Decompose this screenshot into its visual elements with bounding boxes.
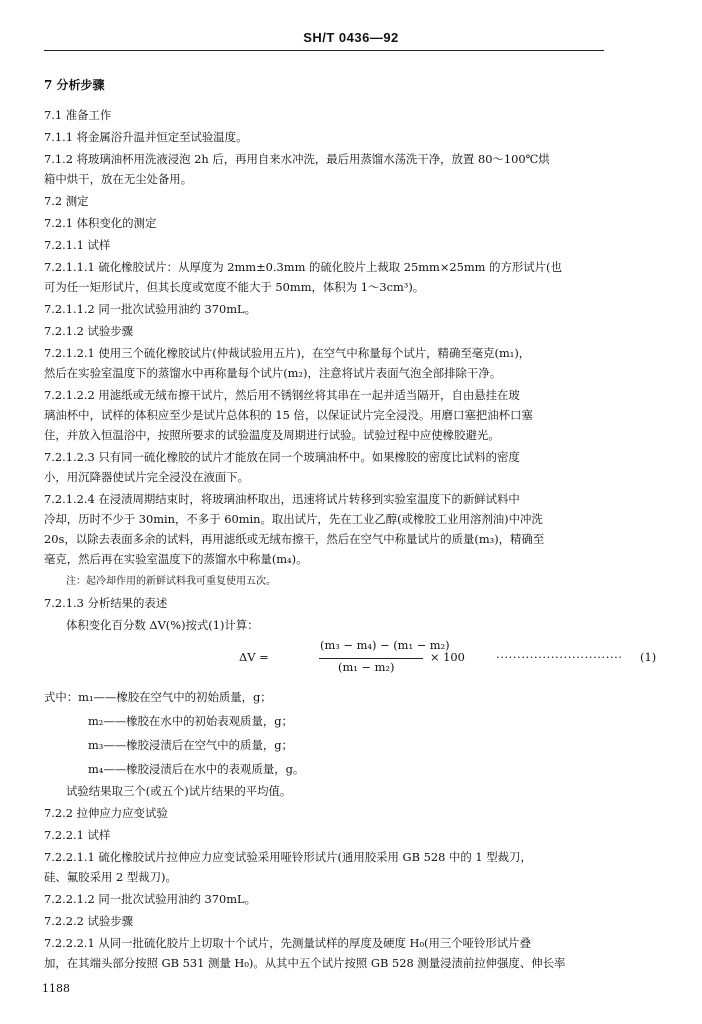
section-7-2-1-2-heading: 7.2.1.2 试验步骤 (44, 324, 134, 338)
header-rule (44, 50, 604, 51)
formula-intro: 体积变化百分数 ΔV(%)按式(1)计算： (66, 618, 259, 632)
page-number: 1188 (42, 982, 70, 995)
paragraph-7-2-1-2-1: 7.2.1.2.1 使用三个硫化橡胶试片(仲裁试验用五片)，在空气中称量每个试片，精确至毫克(m₁)， (44, 346, 531, 360)
paragraph-7-2-1-2-1-cont: 然后在实验室温度下的蒸馏水中再称量每个试片(m₂)，注意将试片表面气泡全部排除干净。 (44, 366, 502, 380)
section-7-1-heading: 7.1 准备工作 (44, 108, 112, 122)
section-7-2-2-1-heading: 7.2.2.1 试样 (44, 828, 111, 842)
paragraph-7-2-1-2-2-cont1: 璃油杯中，试样的体积应至少是试片总体积的 15 倍，以保证试片完全浸没。用磨口塞把油杯口塞 (44, 408, 533, 422)
paragraph-7-2-1-2-4-cont1: 冷却，历时不少于 30min，不多于 60min。取出试片，先在工业乙醇(或橡胶工业用溶剂油)中冲洗 (44, 512, 543, 526)
formula-leader-dots: ······························ (496, 650, 623, 664)
formula-numerator: (m₃ − m₄) − (m₁ − m₂) (320, 638, 450, 652)
paragraph-7-1-1: 7.1.1 将金属浴升温并恒定至试验温度。 (44, 130, 248, 144)
paragraph-7-2-2-1-1: 7.2.2.1.1 硫化橡胶试片拉伸应力应变试验采用哑铃形试片(通用胶采用 GB 528 中的 1 型裁刀， (44, 850, 532, 864)
formula-fraction-bar (319, 658, 423, 659)
paragraph-7-2-1-2-4: 7.2.1.2.4 在浸渍周期结束时，将玻璃油杯取出，迅速将试片转移到实验室温度下的新鲜试料中 (44, 492, 520, 506)
paragraph-7-2-1-1-1: 7.2.1.1.1 硫化橡胶试片：从厚度为 2mm±0.3mm 的硫化胶片上裁取 25mm×25mm 的方形试片(也 (44, 260, 562, 274)
paragraph-7-2-1-1-2: 7.2.1.1.2 同一批次试验用油约 370mL。 (44, 302, 256, 316)
variable-m3: m₃——橡胶浸渍后在空气中的质量，g； (88, 738, 293, 752)
paragraph-7-2-1-2-4-cont3: 毫克，然后再在实验室温度下的蒸馏水中称量(m₄)。 (44, 552, 308, 566)
variable-m2: m₂——橡胶在水中的初始表观质量，g； (88, 714, 293, 728)
paragraph-7-2-2-1-2: 7.2.2.1.2 同一批次试验用油约 370mL。 (44, 892, 256, 906)
formula-denominator: (m₁ − m₂) (338, 660, 395, 674)
formula-number: (1) (640, 650, 657, 664)
section-7-2-2-heading: 7.2.2 拉伸应力应变试验 (44, 806, 168, 820)
formula-multiplier: × 100 (430, 650, 465, 664)
paragraph-7-2-1-2-4-cont2: 20s，以除去表面多余的试料，再用滤纸或无绒布擦干，然后在空气中称量试片的质量(m₃)，精确至 (44, 532, 545, 546)
paragraph-7-2-1-1-1-cont: 可为任一矩形试片，但其长度或宽度不能大于 50mm，体积为 1～3cm³)。 (44, 280, 425, 294)
variable-m4: m₄——橡胶浸渍后在水中的表观质量，g。 (88, 762, 305, 776)
section-7-2-1-heading: 7.2.1 体积变化的测定 (44, 216, 157, 230)
formula-lhs: ΔV = (239, 650, 269, 664)
paragraph-7-2-1-2-2: 7.2.1.2.2 用滤纸或无绒布擦干试片，然后用不锈钢丝将其串在一起并适当隔开，自由悬挂在玻 (44, 388, 520, 402)
section-7-2-2-2-heading: 7.2.2.2 试验步骤 (44, 914, 134, 928)
result-statement: 试验结果取三个(或五个)试片结果的平均值。 (66, 784, 292, 798)
paragraph-7-2-2-2-1-cont: 加，在其端头部分按照 GB 531 测量 H₀)。从其中五个试片按照 GB 528 测量浸渍前拉伸强度、伸长率 (44, 956, 566, 970)
paragraph-7-2-1-2-3: 7.2.1.2.3 只有同一硫化橡胶的试片才能放在同一个玻璃油杯中。如果橡胶的密度比试料的密度 (44, 450, 520, 464)
paragraph-7-2-1-2-2-cont2: 住，并放入恒温浴中，按照所要求的试验温度及周期进行试验。试验过程中应使橡胶避光。 (44, 428, 500, 442)
paragraph-7-1-2-cont: 箱中烘干，放在无尘处备用。 (44, 172, 193, 186)
section-7-heading: 7 分析步骤 (44, 78, 105, 92)
note: 注：起冷却作用的新鲜试料我可重复使用五次。 (66, 576, 276, 587)
section-7-2-1-3-heading: 7.2.1.3 分析结果的表述 (44, 596, 168, 610)
paragraph-7-1-2: 7.1.2 将玻璃油杯用洗液浸泡 2h 后，再用自来水冲洗，最后用蒸馏水荡洗干净，放置 80～100℃烘 (44, 152, 550, 166)
variable-m1: 式中：m₁——橡胶在空气中的初始质量，g； (44, 690, 272, 704)
paragraph-7-2-2-2-1: 7.2.2.2.1 从同一批硫化胶片上切取十个试片，先测量试样的厚度及硬度 H₀(用三个哑铃形试片叠 (44, 936, 531, 950)
section-7-2-1-1-heading: 7.2.1.1 试样 (44, 238, 111, 252)
section-7-2-heading: 7.2 测定 (44, 194, 89, 208)
page-header-standard-code: SH/T 0436—92 (303, 30, 399, 45)
paragraph-7-2-2-1-1-cont: 硅、氟胶采用 2 型裁刀)。 (44, 870, 177, 884)
paragraph-7-2-1-2-3-cont: 小，用沉降器使试片完全浸没在液面下。 (44, 470, 250, 484)
